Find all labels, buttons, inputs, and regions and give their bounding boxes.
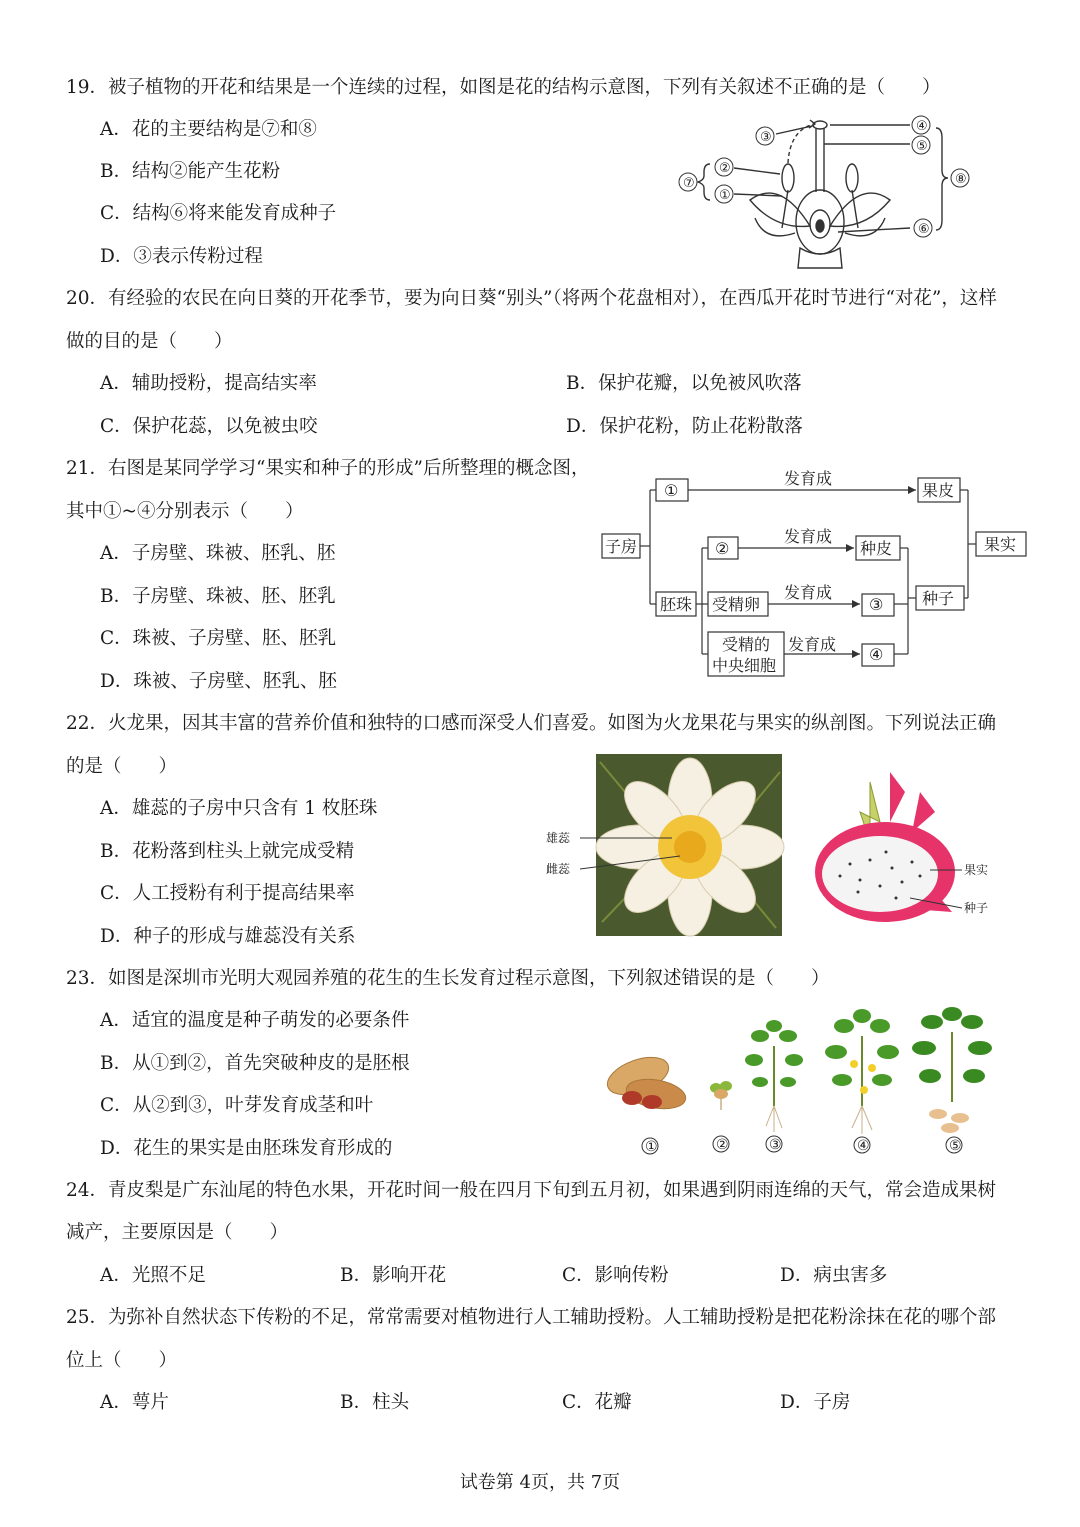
q24-stem-line1: 24．青皮梨是广东汕尾的特色水果，开花时间一般在四月下旬到五月初，如果遇到阴雨连绵的天气，常会造成果树 xyxy=(66,1180,997,1201)
q25-option-d[interactable]: D．子房 xyxy=(780,1392,851,1413)
q21-option-d[interactable]: D．珠被、子房壁、胚乳、胚 xyxy=(100,671,337,692)
q20-stem-line2: 做的目的是（ ） xyxy=(66,331,233,352)
stage-5-label: ⑤ xyxy=(949,1138,962,1154)
flower-structure-figure xyxy=(670,108,980,280)
q21-stem-line2: 其中①~④分别表示（ ） xyxy=(66,501,304,522)
blank-1: ① xyxy=(664,481,679,500)
q19-option-d[interactable]: D．③表示传粉过程 xyxy=(100,246,263,267)
peanut-growth-figure xyxy=(598,1006,998,1162)
q24-option-c[interactable]: C．影响传粉 xyxy=(562,1265,669,1286)
label-2: ② xyxy=(719,161,731,176)
q25-stem-line1: 25．为弥补自然状态下传粉的不足，常常需要对植物进行人工辅助授粉。人工辅助授粉是把花粉涂抹在花的哪个部 xyxy=(66,1307,997,1328)
q23-option-d[interactable]: D．花生的果实是由胚珠发育形成的 xyxy=(100,1138,393,1159)
label-6: ⑥ xyxy=(918,222,930,237)
label-8: ⑧ xyxy=(955,172,967,187)
q20-option-a[interactable]: A．辅助授粉，提高结实率 xyxy=(100,373,317,394)
central-cell-label-1: 受精的 xyxy=(722,635,771,654)
q21-option-c[interactable]: C．珠被、子房壁、胚、胚乳 xyxy=(100,628,337,649)
q22-stem-line2: 的是（ ） xyxy=(66,756,178,777)
q19-option-a[interactable]: A．花的主要结构是⑦和⑧ xyxy=(100,119,317,140)
fruit-label: 果实 xyxy=(964,863,989,877)
q19-option-b[interactable]: B．结构②能产生花粉 xyxy=(100,161,281,182)
seed-label: 种子 xyxy=(922,589,955,608)
pericarp-label: 果皮 xyxy=(922,481,955,500)
seed-label: 种子 xyxy=(964,901,989,915)
label-3: ③ xyxy=(760,130,772,145)
dragon-fruit-figure xyxy=(540,752,1000,938)
fruit-label: 果实 xyxy=(984,535,1017,554)
zygote-label: 受精卵 xyxy=(712,595,761,614)
q23-option-c[interactable]: C．从②到③，叶芽发育成茎和叶 xyxy=(100,1095,374,1116)
seed-coat-label: 种皮 xyxy=(860,539,893,558)
ovule-label: 胚珠 xyxy=(660,595,693,614)
blank-4: ④ xyxy=(869,645,884,664)
q20-option-b[interactable]: B．保护花瓣，以免被风吹落 xyxy=(566,373,802,394)
q25-option-c[interactable]: C．花瓣 xyxy=(562,1392,632,1413)
stage-2-label: ② xyxy=(716,1137,729,1153)
blank-2: ② xyxy=(715,539,730,558)
q21-option-a[interactable]: A．子房壁、珠被、胚乳、胚 xyxy=(100,543,336,564)
q25-stem-line2: 位上（ ） xyxy=(66,1350,178,1371)
q23-stem: 23．如图是深圳市光明大观园养殖的花生的生长发育过程示意图，下列叙述错误的是（ ） xyxy=(66,968,830,989)
develop-label-1: 发育成 xyxy=(784,469,833,488)
ovary-label: 子房 xyxy=(605,537,638,556)
stage-4-label: ④ xyxy=(857,1138,870,1154)
blank-3: ③ xyxy=(869,595,884,614)
q19-option-c[interactable]: C．结构⑥将来能发育成种子 xyxy=(100,203,337,224)
q22-option-a[interactable]: A．雄蕊的子房中只含有 1 枚胚珠 xyxy=(100,798,378,819)
central-cell-label-2: 中央细胞 xyxy=(712,656,777,675)
q24-option-d[interactable]: D．病虫害多 xyxy=(780,1265,888,1286)
stamen-label: 雄蕊 xyxy=(546,831,571,845)
q24-option-b[interactable]: B．影响开花 xyxy=(340,1265,447,1286)
q25-option-a[interactable]: A．萼片 xyxy=(100,1392,169,1413)
develop-label-2: 发育成 xyxy=(784,527,833,546)
q22-option-b[interactable]: B．花粉落到柱头上就完成受精 xyxy=(100,841,355,862)
develop-label-4: 发育成 xyxy=(788,635,837,654)
develop-label-3: 发育成 xyxy=(784,583,833,602)
label-1: ① xyxy=(719,188,731,203)
q23-option-a[interactable]: A．适宜的温度是种子萌发的必要条件 xyxy=(100,1010,410,1031)
q20-option-c[interactable]: C．保护花蕊，以免被虫咬 xyxy=(100,416,318,437)
page-footer: 试卷第 4页，共 7页 xyxy=(459,1472,621,1493)
q22-option-d[interactable]: D．种子的形成与雄蕊没有关系 xyxy=(100,926,356,947)
label-7: ⑦ xyxy=(683,176,695,191)
q20-option-d[interactable]: D．保护花粉，防止花粉散落 xyxy=(566,416,803,437)
q23-option-b[interactable]: B．从①到②，首先突破种皮的是胚根 xyxy=(100,1053,410,1074)
q21-stem-line1: 21．右图是某同学学习“果实和种子的形成”后所整理的概念图， xyxy=(66,458,590,479)
stage-3-label: ③ xyxy=(769,1137,782,1153)
q22-option-c[interactable]: C．人工授粉有利于提高结果率 xyxy=(100,883,355,904)
q21-option-b[interactable]: B．子房壁、珠被、胚、胚乳 xyxy=(100,586,336,607)
label-4: ④ xyxy=(916,119,928,134)
q25-option-b[interactable]: B．柱头 xyxy=(340,1392,410,1413)
q24-stem-line2: 减产，主要原因是（ ） xyxy=(66,1222,289,1243)
fruit-seed-concept-map xyxy=(598,462,1030,684)
q20-stem-line1: 20．有经验的农民在向日葵的开花季节，要为向日葵“别头”（将两个花盘相对），在西瓜开花时节进行“对花”，这样 xyxy=(66,288,997,309)
label-5: ⑤ xyxy=(916,139,928,154)
pistil-label: 雌蕊 xyxy=(546,862,571,876)
q19-stem: 19．被子植物的开花和结果是一个连续的过程，如图是花的结构示意图，下列有关叙述不正确的是（ ） xyxy=(66,77,941,98)
q22-stem-line1: 22．火龙果，因其丰富的营养价值和独特的口感而深受人们喜爱。如图为火龙果花与果实的纵剖图。下列说法正确 xyxy=(66,713,997,734)
q24-option-a[interactable]: A．光照不足 xyxy=(100,1265,206,1286)
stage-1-label: ① xyxy=(645,1139,658,1155)
